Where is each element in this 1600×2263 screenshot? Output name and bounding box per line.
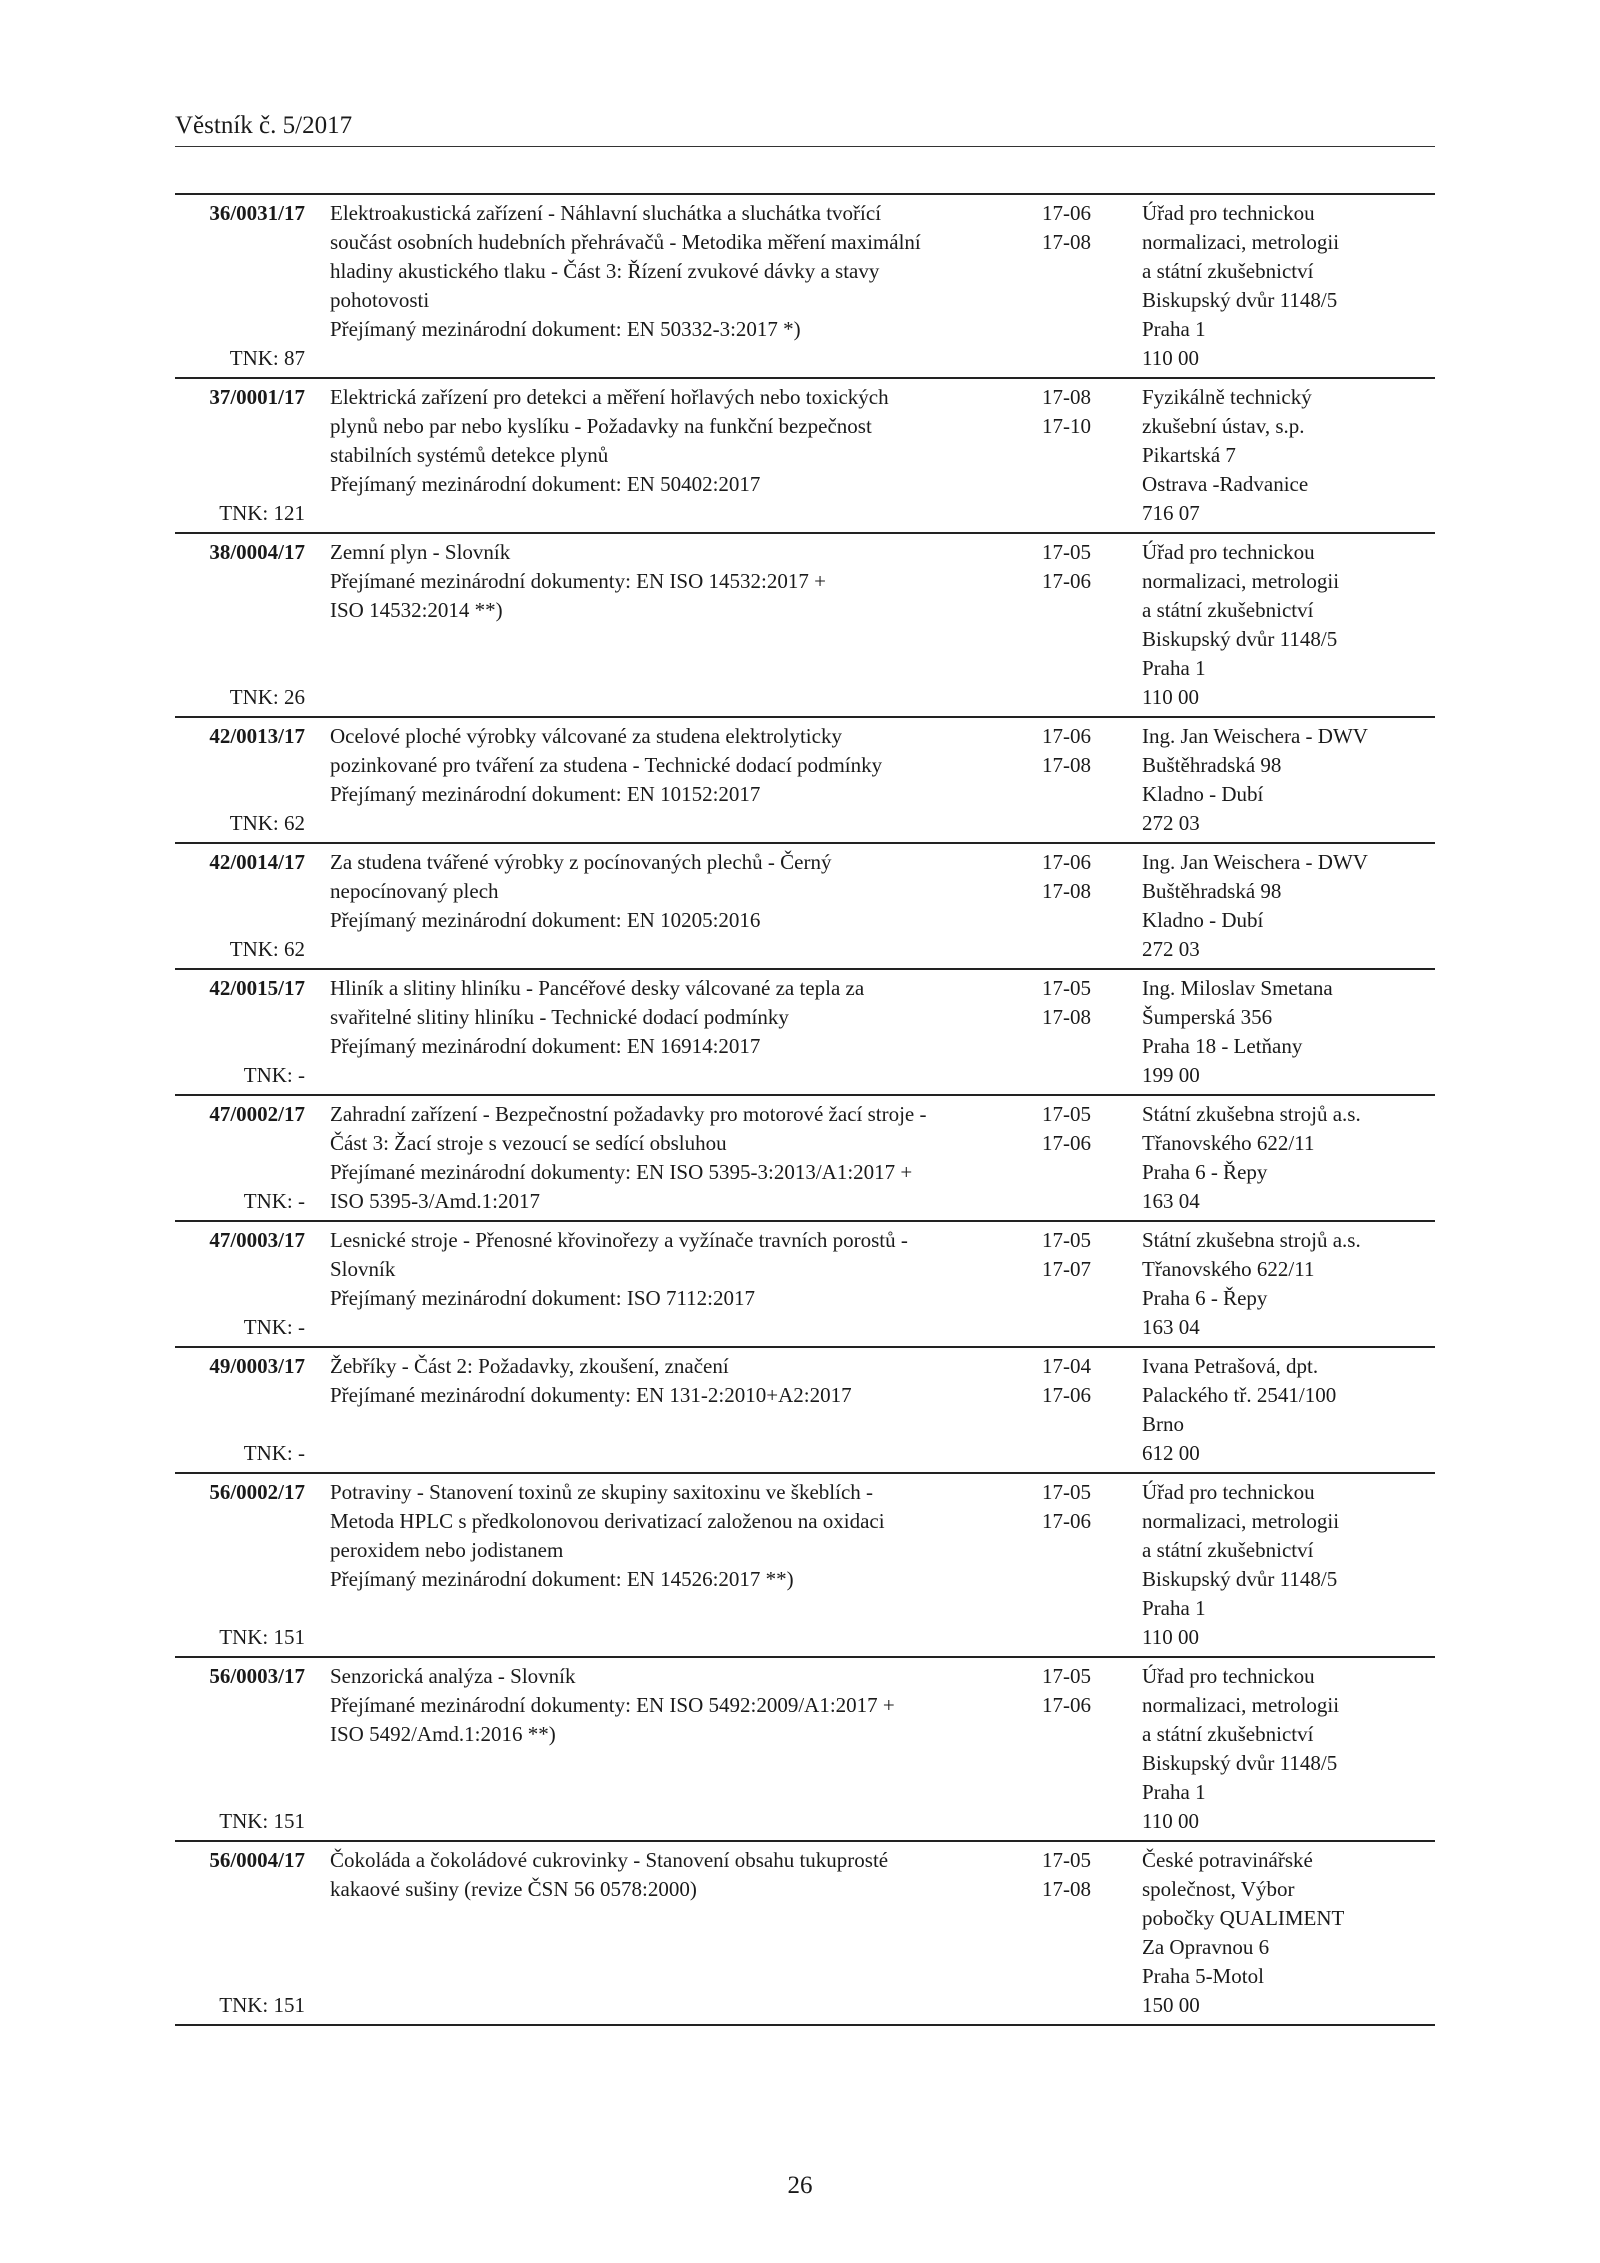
address-line: Za Opravnou 6 — [1142, 1935, 1270, 1959]
table-row — [175, 1842, 1435, 2026]
entry-dates — [1042, 974, 1142, 1090]
entry-address — [1142, 538, 1435, 712]
address-line: Palackého tř. 2541/100 — [1142, 1383, 1337, 1407]
table-row — [175, 718, 1435, 844]
entry-dates — [1042, 848, 1142, 964]
entry-description — [305, 722, 1042, 838]
entry-description — [305, 1226, 1042, 1342]
date-value: 17-06 — [1042, 569, 1091, 593]
table-row — [175, 195, 1435, 379]
address-line: Šumperská 356 — [1142, 1005, 1273, 1029]
entry-number: 49/0003/17 — [209, 1354, 305, 1378]
address-line: České potravinářské — [1142, 1848, 1313, 1872]
date-value: 17-08 — [1042, 1005, 1091, 1029]
address-line: Úřad pro technickou — [1142, 1480, 1315, 1504]
entry-id-cell — [175, 1352, 305, 1468]
address-line: Třanovského 622/11 — [1142, 1131, 1315, 1155]
table-row — [175, 379, 1435, 534]
entry-number: 37/0001/17 — [209, 385, 305, 409]
entry-id-cell — [175, 1100, 305, 1216]
date-value: 17-10 — [1042, 414, 1091, 438]
address-line: a státní zkušebnictví — [1142, 1538, 1314, 1562]
date-value: 17-08 — [1042, 879, 1091, 903]
description-line: pozinkované pro tváření za studena - Technické dodací podmínky — [330, 753, 883, 777]
description-line: plynů nebo par nebo kyslíku - Požadavky na funkční bezpečnost — [330, 414, 872, 438]
address-line: normalizaci, metrologii — [1142, 230, 1340, 254]
entry-dates — [1042, 722, 1142, 838]
address-line: Biskupský dvůr 1148/5 — [1142, 1567, 1338, 1591]
address-line: normalizaci, metrologii — [1142, 1693, 1340, 1717]
table-row — [175, 1348, 1435, 1474]
address-line: Úřad pro technickou — [1142, 1664, 1315, 1688]
description-line: Přejímaný mezinárodní dokument: ISO 7112:2017 — [330, 1286, 755, 1310]
entry-tnk: TNK: - — [243, 1189, 305, 1213]
address-line: společnost, Výbor — [1142, 1877, 1295, 1901]
entry-address — [1142, 974, 1435, 1090]
address-line: Ing. Miloslav Smetana — [1142, 976, 1333, 1000]
entry-dates — [1042, 1226, 1142, 1342]
entry-id-cell — [175, 538, 305, 712]
description-line: Přejímaný mezinárodní dokument: EN 10152:2017 — [330, 782, 761, 806]
table-row — [175, 970, 1435, 1096]
entry-address — [1142, 383, 1435, 528]
table-row — [175, 844, 1435, 970]
standards-table — [175, 193, 1435, 2026]
description-line: Metoda HPLC s předkolonovou derivatizací založenou na oxidaci — [330, 1509, 885, 1533]
description-line: Lesnické stroje - Přenosné křovinořezy a vyžínače travních porostů - — [330, 1228, 908, 1252]
description-line: Ocelové ploché výrobky válcované za studena elektrolyticky — [330, 724, 842, 748]
entry-number: 38/0004/17 — [209, 540, 305, 564]
entry-number: 56/0003/17 — [209, 1664, 305, 1688]
description-line: Přejímané mezinárodní dokumenty: EN ISO 5492:2009/A1:2017 + — [330, 1693, 895, 1717]
address-line: Praha 5-Motol — [1142, 1964, 1264, 1988]
entry-description — [305, 199, 1042, 373]
entry-tnk: TNK: 151 — [219, 1625, 305, 1649]
address-line: Úřad pro technickou — [1142, 201, 1315, 225]
entry-id-cell — [175, 722, 305, 838]
entry-description — [305, 848, 1042, 964]
description-line: Přejímané mezinárodní dokumenty: EN ISO 5395-3:2013/A1:2017 + — [330, 1160, 913, 1184]
entry-tnk: TNK: 62 — [229, 937, 305, 961]
entry-description — [305, 1846, 1042, 2020]
date-value: 17-05 — [1042, 1102, 1091, 1126]
description-line: svařitelné slitiny hliníku - Technické dodací podmínky — [330, 1005, 789, 1029]
address-line: normalizaci, metrologii — [1142, 569, 1340, 593]
date-value: 17-06 — [1042, 850, 1091, 874]
description-line: ISO 5492/Amd.1:2016 **) — [330, 1722, 556, 1746]
date-value: 17-05 — [1042, 1228, 1091, 1252]
address-line: Buštěhradská 98 — [1142, 879, 1282, 903]
address-line: Státní zkušebna strojů a.s. — [1142, 1102, 1361, 1126]
entry-address — [1142, 1846, 1435, 2020]
entry-address — [1142, 1352, 1435, 1468]
date-value: 17-05 — [1042, 976, 1091, 1000]
address-line: 612 00 — [1142, 1441, 1200, 1465]
address-line: Státní zkušebna strojů a.s. — [1142, 1228, 1361, 1252]
address-line: pobočky QUALIMENT — [1142, 1906, 1345, 1930]
entry-address — [1142, 1662, 1435, 1836]
entry-id-cell — [175, 199, 305, 373]
entry-id-cell — [175, 1846, 305, 2020]
description-line: Potraviny - Stanovení toxinů ze skupiny saxitoxinu ve škeblích - — [330, 1480, 874, 1504]
address-line: zkušební ústav, s.p. — [1142, 414, 1305, 438]
entry-dates — [1042, 538, 1142, 712]
entry-description — [305, 1662, 1042, 1836]
description-line: Přejímaný mezinárodní dokument: EN 16914:2017 — [330, 1034, 761, 1058]
description-line: Část 3: Žací stroje s vezoucí se sedící obsluhou — [330, 1131, 727, 1155]
date-value: 17-05 — [1042, 540, 1091, 564]
description-line: Přejímané mezinárodní dokumenty: EN 131-2:2010+A2:2017 — [330, 1383, 852, 1407]
description-line: Slovník — [330, 1257, 396, 1281]
address-line: Praha 18 - Letňany — [1142, 1034, 1303, 1058]
date-value: 17-05 — [1042, 1480, 1091, 1504]
address-line: a státní zkušebnictví — [1142, 1722, 1314, 1746]
entry-address — [1142, 1100, 1435, 1216]
date-value: 17-08 — [1042, 385, 1091, 409]
address-line: Brno — [1142, 1412, 1184, 1436]
address-line: 150 00 — [1142, 1993, 1200, 2017]
description-line: Čokoláda a čokoládové cukrovinky - Stanovení obsahu tukuprosté — [330, 1848, 889, 1872]
entry-description — [305, 383, 1042, 528]
address-line: Biskupský dvůr 1148/5 — [1142, 627, 1338, 651]
entry-description — [305, 974, 1042, 1090]
description-line: Hliník a slitiny hliníku - Pancéřové desky válcované za tepla za — [330, 976, 865, 1000]
address-line: 716 07 — [1142, 501, 1200, 525]
address-line: 110 00 — [1142, 1625, 1199, 1649]
address-line: Fyzikálně technický — [1142, 385, 1312, 409]
address-line: Ing. Jan Weischera - DWV — [1142, 850, 1368, 874]
description-line: ISO 5395-3/Amd.1:2017 — [330, 1189, 540, 1213]
entry-address — [1142, 1226, 1435, 1342]
address-line: Ivana Petrašová, dpt. — [1142, 1354, 1319, 1378]
entry-id-cell — [175, 1226, 305, 1342]
page-header: Věstník č. 5/2017 — [175, 112, 353, 139]
address-line: a státní zkušebnictví — [1142, 598, 1314, 622]
entry-tnk: TNK: 26 — [229, 685, 305, 709]
address-line: Biskupský dvůr 1148/5 — [1142, 1751, 1338, 1775]
entry-tnk: TNK: 62 — [229, 811, 305, 835]
table-row — [175, 1658, 1435, 1842]
address-line: 110 00 — [1142, 685, 1199, 709]
address-line: Praha 6 - Řepy — [1142, 1160, 1268, 1184]
date-value: 17-05 — [1042, 1664, 1091, 1688]
entry-description — [305, 1352, 1042, 1468]
description-line: Zahradní zařízení - Bezpečnostní požadavky pro motorové žací stroje - — [330, 1102, 927, 1126]
address-line: Třanovského 622/11 — [1142, 1257, 1315, 1281]
entry-description — [305, 1478, 1042, 1652]
date-value: 17-06 — [1042, 1693, 1091, 1717]
address-line: Pikartská 7 — [1142, 443, 1236, 467]
description-line: Přejímaný mezinárodní dokument: EN 14526:2017 **) — [330, 1567, 794, 1591]
address-line: Ing. Jan Weischera - DWV — [1142, 724, 1368, 748]
entry-dates — [1042, 1662, 1142, 1836]
entry-dates — [1042, 1846, 1142, 2020]
entry-id-cell — [175, 383, 305, 528]
entry-number: 47/0003/17 — [209, 1228, 305, 1252]
description-line: nepocínovaný plech — [330, 879, 499, 903]
table-row — [175, 1474, 1435, 1658]
address-line: Kladno - Dubí — [1142, 908, 1264, 932]
address-line: 163 04 — [1142, 1189, 1200, 1213]
address-line: normalizaci, metrologii — [1142, 1509, 1340, 1533]
date-value: 17-08 — [1042, 1877, 1091, 1901]
description-line: Přejímaný mezinárodní dokument: EN 50402:2017 — [330, 472, 761, 496]
description-line: kakaové sušiny (revize ČSN 56 0578:2000) — [330, 1877, 697, 1901]
entry-tnk: TNK: 151 — [219, 1809, 305, 1833]
entry-id-cell — [175, 1662, 305, 1836]
description-line: Senzorická analýza - Slovník — [330, 1664, 576, 1688]
date-value: 17-06 — [1042, 1131, 1091, 1155]
entry-dates — [1042, 1478, 1142, 1652]
description-line: stabilních systémů detekce plynů — [330, 443, 609, 467]
description-line: Elektrická zařízení pro detekci a měření hořlavých nebo toxických — [330, 385, 889, 409]
date-value: 17-04 — [1042, 1354, 1091, 1378]
entry-address — [1142, 722, 1435, 838]
entry-number: 36/0031/17 — [209, 201, 305, 225]
description-line: Žebříky - Část 2: Požadavky, zkoušení, značení — [330, 1354, 729, 1378]
date-value: 17-05 — [1042, 1848, 1091, 1872]
address-line: Kladno - Dubí — [1142, 782, 1264, 806]
address-line: Praha 1 — [1142, 1596, 1206, 1620]
entry-dates — [1042, 1352, 1142, 1468]
table-row — [175, 534, 1435, 718]
description-line: hladiny akustického tlaku - Část 3: Řízení zvukové dávky a stavy — [330, 259, 880, 283]
date-value: 17-06 — [1042, 1383, 1091, 1407]
entry-number: 56/0002/17 — [209, 1480, 305, 1504]
entry-address — [1142, 1478, 1435, 1652]
entry-dates — [1042, 1100, 1142, 1216]
entry-number: 47/0002/17 — [209, 1102, 305, 1126]
description-line: peroxidem nebo jodistanem — [330, 1538, 564, 1562]
entry-address — [1142, 848, 1435, 964]
entry-description — [305, 1100, 1042, 1216]
entry-tnk: TNK: - — [243, 1441, 305, 1465]
address-line: Buštěhradská 98 — [1142, 753, 1282, 777]
entry-dates — [1042, 199, 1142, 373]
entry-number: 42/0013/17 — [209, 724, 305, 748]
header-rule — [175, 146, 1435, 147]
description-line: Přejímaný mezinárodní dokument: EN 10205:2016 — [330, 908, 761, 932]
date-value: 17-08 — [1042, 230, 1091, 254]
entry-number: 42/0015/17 — [209, 976, 305, 1000]
address-line: 110 00 — [1142, 1809, 1199, 1833]
description-line: Přejímané mezinárodní dokumenty: EN ISO 14532:2017 + — [330, 569, 826, 593]
date-value: 17-07 — [1042, 1257, 1091, 1281]
address-line: Praha 1 — [1142, 1780, 1206, 1804]
table-row — [175, 1096, 1435, 1222]
address-line: Biskupský dvůr 1148/5 — [1142, 288, 1338, 312]
address-line: 272 03 — [1142, 937, 1200, 961]
description-line: pohotovosti — [330, 288, 430, 312]
entry-number: 42/0014/17 — [209, 850, 305, 874]
entry-description — [305, 538, 1042, 712]
address-line: Praha 6 - Řepy — [1142, 1286, 1268, 1310]
table-row — [175, 1222, 1435, 1348]
address-line: 272 03 — [1142, 811, 1200, 835]
address-line: Úřad pro technickou — [1142, 540, 1315, 564]
address-line: a státní zkušebnictví — [1142, 259, 1314, 283]
description-line: součást osobních hudebních přehrávačů - Metodika měření maximální — [330, 230, 921, 254]
description-line: Za studena tvářené výrobky z pocínovaných plechů - Černý — [330, 850, 832, 874]
entry-dates — [1042, 383, 1142, 528]
page-number: 26 — [787, 2172, 813, 2199]
date-value: 17-06 — [1042, 1509, 1091, 1533]
date-value: 17-06 — [1042, 724, 1091, 748]
entry-tnk: TNK: - — [243, 1315, 305, 1339]
entry-id-cell — [175, 974, 305, 1090]
entry-tnk: TNK: - — [243, 1063, 305, 1087]
entry-tnk: TNK: 87 — [229, 346, 305, 370]
entry-tnk: TNK: 121 — [219, 501, 305, 525]
date-value: 17-08 — [1042, 753, 1091, 777]
entry-tnk: TNK: 151 — [219, 1993, 305, 2017]
address-line: 163 04 — [1142, 1315, 1200, 1339]
address-line: Praha 1 — [1142, 317, 1206, 341]
date-value: 17-06 — [1042, 201, 1091, 225]
entry-id-cell — [175, 1478, 305, 1652]
entry-address — [1142, 199, 1435, 373]
description-line: ISO 14532:2014 **) — [330, 598, 503, 622]
address-line: 199 00 — [1142, 1063, 1200, 1087]
address-line: Ostrava -Radvanice — [1142, 472, 1309, 496]
description-line: Přejímaný mezinárodní dokument: EN 50332-3:2017 *) — [330, 317, 801, 341]
address-line: 110 00 — [1142, 346, 1199, 370]
entry-number: 56/0004/17 — [209, 1848, 305, 1872]
description-line: Elektroakustická zařízení - Náhlavní sluchátka a sluchátka tvořící — [330, 201, 882, 225]
address-line: Praha 1 — [1142, 656, 1206, 680]
description-line: Zemní plyn - Slovník — [330, 540, 511, 564]
entry-id-cell — [175, 848, 305, 964]
